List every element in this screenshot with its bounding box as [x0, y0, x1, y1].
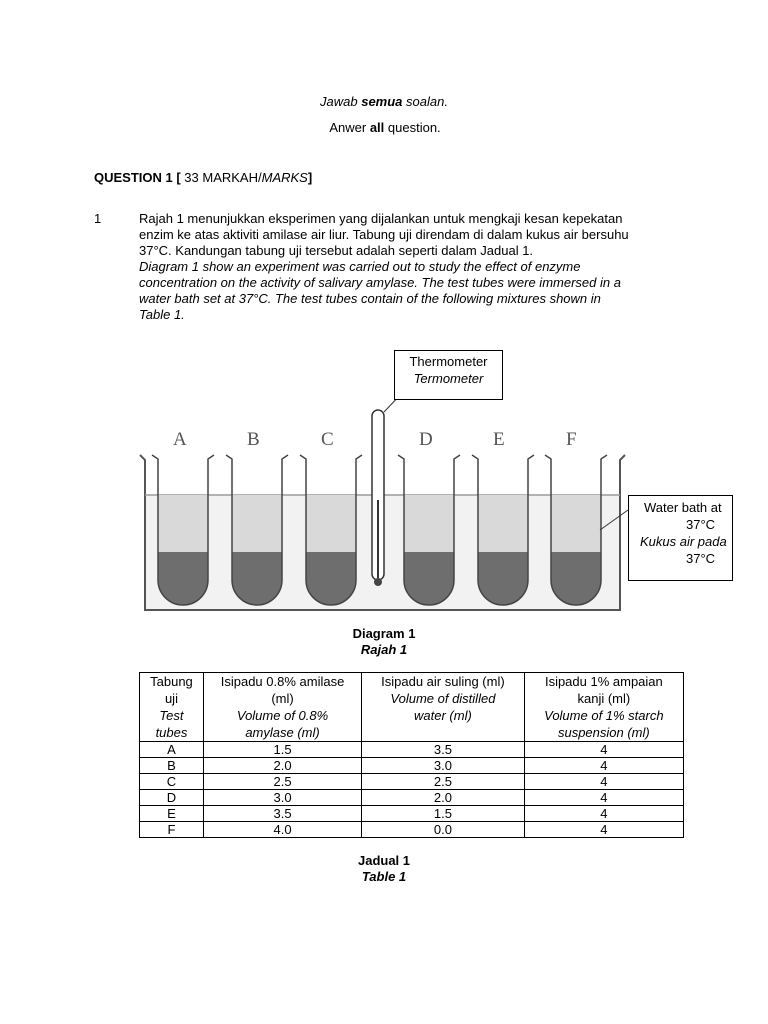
- table-cell: A: [140, 742, 204, 758]
- instruction-english: Anwer all question.: [329, 120, 441, 135]
- test-tube-c: [300, 455, 362, 605]
- table-row: [140, 806, 684, 822]
- table-row: [140, 758, 684, 774]
- table-header-cell: Isipadu 1% ampaian kanji (ml) Volume of 1% starch suspension (ml): [524, 673, 683, 742]
- table-cell: 2.5: [362, 774, 525, 790]
- test-tube-b: [226, 455, 288, 605]
- table-header-cell: Tabung uji Test tubes: [140, 673, 204, 742]
- tube-label-e: E: [493, 429, 505, 450]
- table-cell: 4.0: [203, 822, 361, 838]
- question-english-line: concentration on the activity of salivary amylase. The test tubes were immersed in a: [139, 275, 621, 290]
- table-cell: D: [140, 790, 204, 806]
- tube-label-d: D: [419, 429, 433, 450]
- tube-label-b: B: [247, 429, 260, 450]
- question-malay-line: Rajah 1 menunjukkan eksperimen yang dijalankan untuk mengkaji kesan kepekatan: [139, 211, 623, 226]
- table-cell: 3.0: [362, 758, 525, 774]
- table-cell: 4: [524, 806, 683, 822]
- table-cell: 4: [524, 758, 683, 774]
- thermometer-label: Thermometer: [409, 354, 488, 369]
- table-header-row: [140, 673, 684, 742]
- question-number: 1: [94, 211, 102, 226]
- table-cell: 4: [524, 742, 683, 758]
- tube-label-a: A: [173, 429, 187, 450]
- tube-label-c: C: [321, 429, 334, 450]
- tube-label-f: F: [566, 429, 577, 450]
- table-row: [140, 790, 684, 806]
- table-cell: 1.5: [203, 742, 361, 758]
- table-caption: Jadual 1 Table 1: [357, 853, 411, 884]
- table-cell: 2.5: [203, 774, 361, 790]
- table-cell: 3.5: [362, 742, 525, 758]
- question-english-line: Diagram 1 show an experiment was carried out to study the effect of enzyme: [139, 259, 581, 274]
- test-tube-f: [545, 455, 607, 605]
- diagram-caption: Diagram 1 Rajah 1: [352, 626, 416, 657]
- water-bath-temp-malay: 37°C: [686, 551, 716, 566]
- table-cell: 4: [524, 774, 683, 790]
- water-bath-label: Water bath at: [644, 500, 722, 515]
- test-tube-d: [398, 455, 460, 605]
- mixture-table: [139, 672, 684, 838]
- table-cell: 4: [524, 790, 683, 806]
- table-cell: E: [140, 806, 204, 822]
- table-cell: 3.5: [203, 806, 361, 822]
- test-tube-a: [152, 455, 214, 605]
- table-row: [140, 742, 684, 758]
- table-body: [140, 742, 684, 838]
- question-malay-line: enzim ke atas aktiviti amilase air liur. Tabung uji direndam di dalam kukus air bersuhu: [139, 227, 629, 242]
- thermometer-label-malay: Termometer: [413, 371, 484, 386]
- table-header-cell: Isipadu air suling (ml) Volume of distilled water (ml): [362, 673, 525, 742]
- table-cell: 2.0: [362, 790, 525, 806]
- table-row: [140, 774, 684, 790]
- water-bath-label-box: [628, 495, 733, 581]
- table-cell: 0.0: [362, 822, 525, 838]
- table-row: [140, 822, 684, 838]
- table-cell: 3.0: [203, 790, 361, 806]
- table-cell: C: [140, 774, 204, 790]
- water-bath-temp: 37°C: [686, 517, 716, 532]
- question-malay-line: 37°C. Kandungan tabung uji tersebut adalah seperti dalam Jadual 1.: [139, 243, 534, 258]
- table-cell: B: [140, 758, 204, 774]
- question-english-line: water bath set at 37°C. The test tubes contain of the following mixtures shown in: [139, 291, 601, 306]
- instruction-malay: Jawab semua soalan.: [320, 94, 448, 109]
- question-english-line: Table 1.: [139, 307, 185, 322]
- table-cell: 2.0: [203, 758, 361, 774]
- test-tube-e: [472, 455, 534, 605]
- table-header-cell: Isipadu 0.8% amilase (ml) Volume of 0.8% amylase (ml): [203, 673, 361, 742]
- question-header: QUESTION 1 [ 33 MARKAH/MARKS]: [94, 170, 313, 185]
- table-cell: F: [140, 822, 204, 838]
- thermometer-label-box: [394, 350, 503, 400]
- water-bath-label-malay: Kukus air pada: [640, 534, 727, 549]
- table-cell: 1.5: [362, 806, 525, 822]
- table-cell: 4: [524, 822, 683, 838]
